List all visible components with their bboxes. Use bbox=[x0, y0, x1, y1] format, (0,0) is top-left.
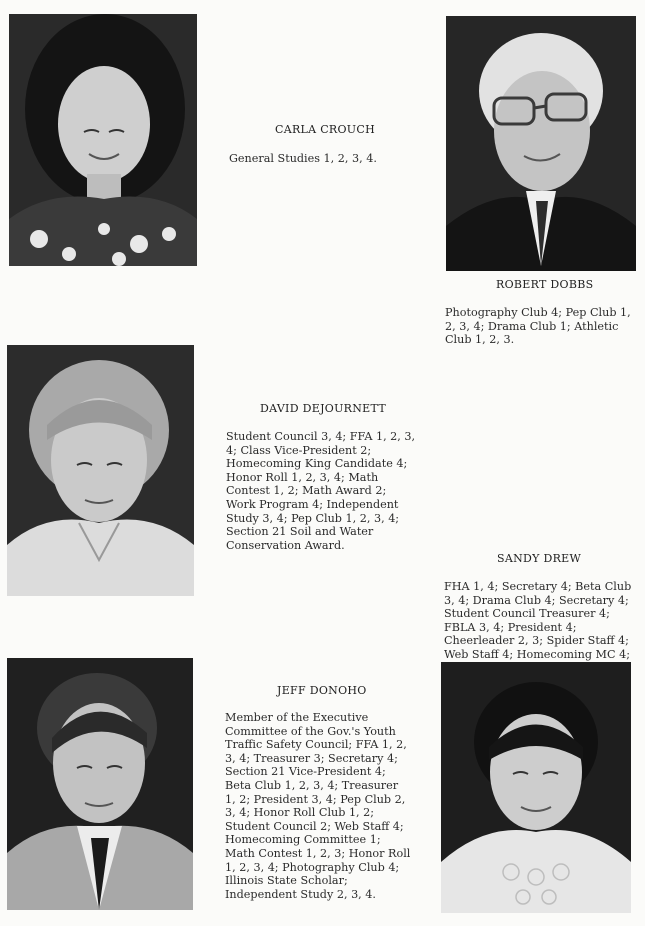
photo-sandy-drew bbox=[441, 662, 631, 913]
student-name-david-dejournett: DAVID DEJOURNETT bbox=[260, 402, 386, 415]
student-bio-jeff-donoho: Member of the Executive Committee of the Gov.'s Youth Traffic Safety Council; FFA 1, 2, 3, 4; Treasurer 3; Secretary 4; Section 21 Vice-President 4; Beta Club 1, 2, 3, 4; Treasurer 1, 2; President 3, 4; Pep Club 2, 3, 4; Honor Roll Club 1, 2; Student Council 2; Web Staff 4; Homecoming Committee 1; Math Contest 1, 2, 3; Honor Roll 1, 2, 3, 4; Photography Club 4; Illinois State Scholar; Independent Study 2, 3, 4. bbox=[225, 711, 411, 901]
photo-david-dejournett bbox=[7, 345, 194, 596]
photo-jeff-donoho bbox=[7, 658, 193, 910]
student-name-carla-crouch: CARLA CROUCH bbox=[275, 123, 375, 136]
student-name-sandy-drew: SANDY DREW bbox=[497, 552, 582, 565]
student-bio-robert-dobbs: Photography Club 4; Pep Club 1, 2, 3, 4; Drama Club 1; Athletic Club 1, 2, 3. bbox=[445, 306, 631, 347]
photo-robert-dobbs bbox=[446, 16, 636, 271]
student-name-robert-dobbs: ROBERT DOBBS bbox=[496, 278, 594, 291]
photo-carla-crouch bbox=[9, 14, 197, 266]
student-bio-carla-crouch: General Studies 1, 2, 3, 4. bbox=[229, 152, 377, 165]
student-bio-david-dejournett: Student Council 3, 4; FFA 1, 2, 3, 4; Class Vice-President 2; Homecoming King Candidate 4; Honor Roll 1, 2, 3, 4; Math Contest 1, 2; Math Award 2; Work Program 4; Independent Study 3, 4; Pep Club 1, 2, 3, 4; Section 21 Soil and Water Conservation Award. bbox=[226, 430, 416, 552]
student-bio-sandy-drew: FHA 1, 4; Secretary 4; Beta Club 3, 4; Drama Club 4; Secretary 4; Student Council Treasurer 4; FBLA 3, 4; President 4; Cheerleader 2, 3; Spider Staff 4; Web Staff 4; Homecoming MC 4; bbox=[444, 580, 632, 661]
student-name-jeff-donoho: JEFF DONOHO bbox=[277, 684, 367, 697]
